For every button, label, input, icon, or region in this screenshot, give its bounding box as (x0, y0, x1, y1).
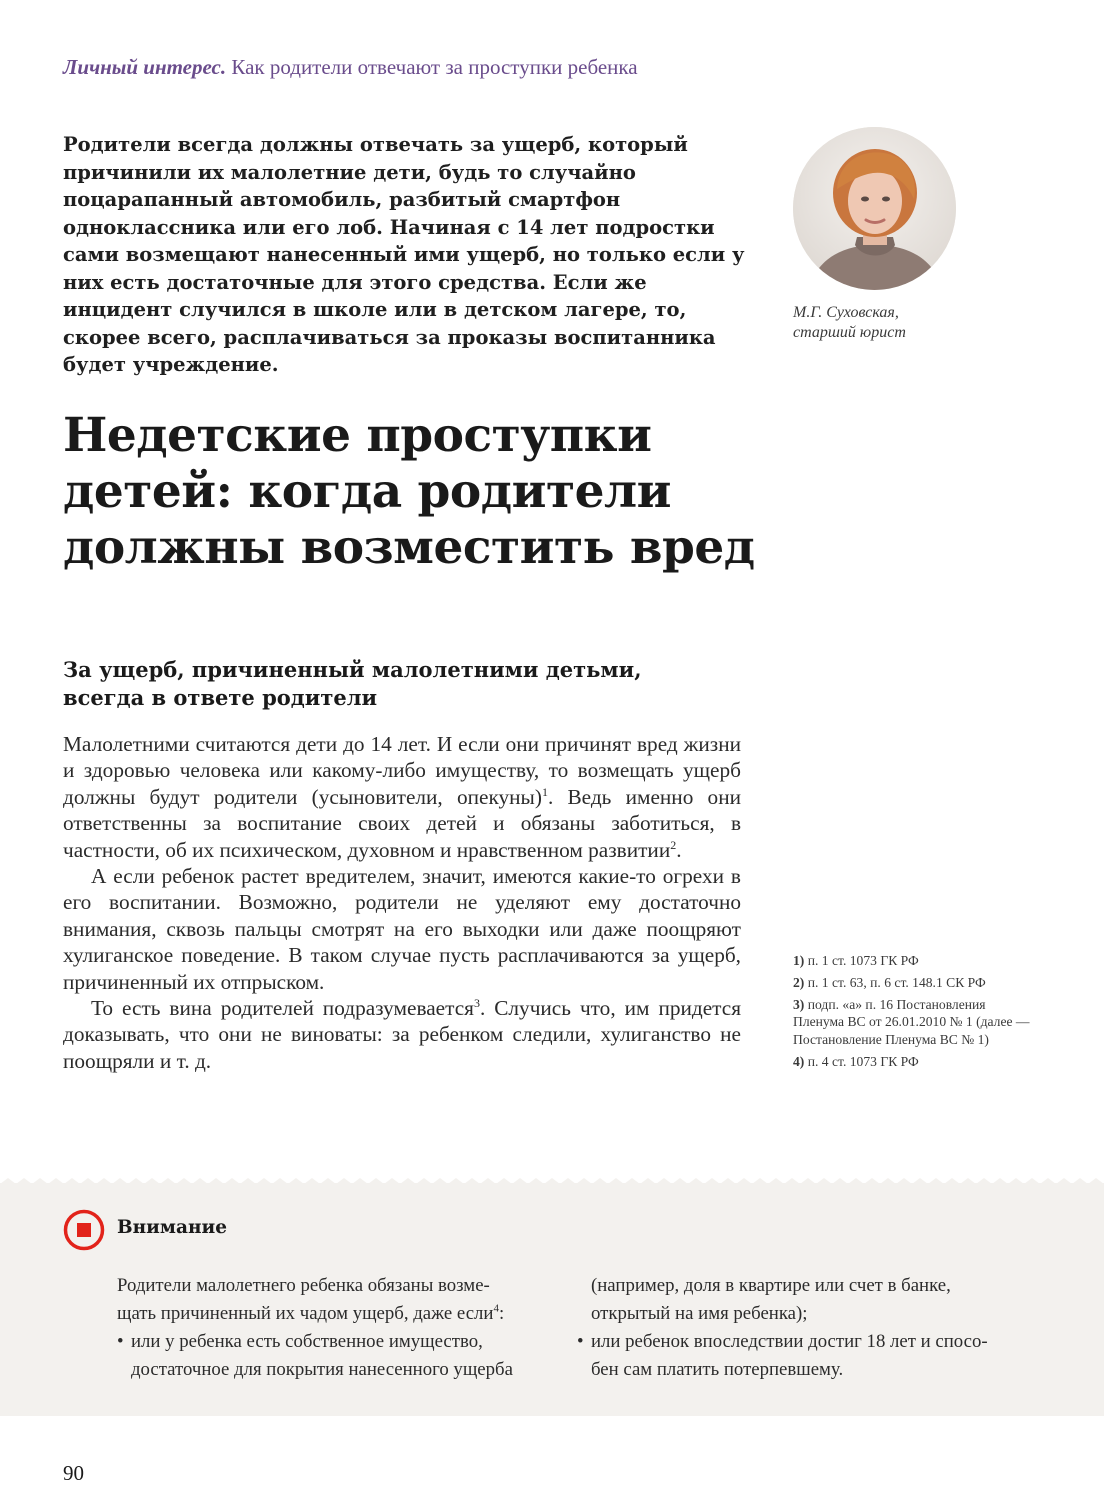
attention-line: достаточное для покрытия нанесенного ущерба (131, 1359, 513, 1380)
attention-line: открытый на имя ребенка); (591, 1303, 808, 1324)
article-body (63, 731, 741, 1074)
title-line: детей: когда родители (63, 464, 671, 519)
attention-column-right (577, 1272, 1037, 1384)
article-title (63, 408, 823, 576)
body-paragraph: А если ребенок растет вредителем, значит, имеются какие-то огрехи в его воспитании. Возможно, родители не уделяют ему достаточно внимания, сквозь пальцы смотрят на его выходки или даже поощряют хулиганское поведение. В таком случае пусть расплачиваются за ущерб, причиненный их отпрыском. (63, 864, 741, 994)
footnote-number: 3) (793, 996, 805, 1012)
author-caption (793, 303, 1053, 343)
footnote-text: п. 1 ст. 63, п. 6 ст. 148.1 СК РФ (807, 974, 986, 990)
page-number: 90 (63, 1461, 84, 1485)
body-paragraph (63, 731, 741, 863)
section-header (63, 55, 638, 80)
footnote (793, 1053, 1033, 1071)
subhead-line: За ущерб, причиненный малолетними детьми, (63, 657, 642, 682)
text-run: : (498, 1303, 505, 1324)
footnote-ref: 1 (541, 784, 548, 799)
footnote (793, 974, 1033, 992)
lead-paragraph: Родители всегда должны отвечать за ущерб, который причинили их малолетние дети, будь то случайно поцарапанный автомобиль, разбитый смартфон одноклассника или его лоб. Начиная с 14 лет подростки сами возмещают нанесенный ими ущерб, но только если у них есть достаточные для этого средства. Если же инцидент случился в школе или в детском лагере, то, скорее всего, расплачиваться за проказы воспитанника будет учреждение. (63, 133, 745, 376)
attention-line: Родители малолетнего ребенка обязаны возме- (117, 1275, 490, 1296)
footnotes (793, 952, 1033, 1075)
rubric-topic: Как родители отвечают за проступки ребенка (231, 55, 638, 79)
attention-bullet: • или ребенок впоследствии достиг 18 лет и спосо- (577, 1328, 1037, 1356)
attention-line: бен сам платить потерпевшему. (591, 1359, 844, 1380)
title-line: должны возместить вред (63, 520, 755, 575)
author-role: старший юрист (793, 324, 906, 341)
body-paragraph (63, 995, 741, 1074)
title-line: Недетские проступки (63, 408, 652, 463)
footnote-ref: 2 (670, 837, 677, 852)
attention-line: (например, доля в квартире или счет в банке, (591, 1275, 951, 1296)
text-run: Малолетними считаются дети до 14 лет. И если они причинят вред жизни и здоровью человека или какому-либо имуществу, то возмещать ущерб должны будут родители (усыновители, опекуны) (63, 732, 741, 809)
footnote-text: п. 1 ст. 1073 ГК РФ (807, 953, 919, 968)
attention-bullet: • или у ребенка есть собственное имущество, (117, 1328, 557, 1356)
text-run: . Случись что, им придется доказывать, что они не виноваты: за ребенком следили, хулиганство не поощряли и т. д. (63, 996, 741, 1073)
footnote-ref: 4 (493, 1302, 499, 1315)
footnote-text: п. 4 ст. 1073 ГК РФ (807, 1053, 919, 1069)
footnote-number: 1) (793, 953, 805, 968)
section-subheading (63, 656, 763, 712)
author-photo (793, 127, 956, 290)
rubric-label: Личный интерес. (63, 55, 227, 79)
text-run: щать причиненный их чадом ущерб, даже если (117, 1303, 494, 1324)
footnote-number: 2) (793, 974, 805, 990)
footnote (793, 996, 1033, 1049)
attention-stop-icon (63, 1209, 105, 1251)
author-name: М.Г. Суховская, (793, 304, 899, 321)
footnote-text: подп. «а» п. 16 Постановления Пленума ВС от 26.01.2010 № 1 (далее — Постановление Пленума ВС № 1) (793, 996, 1030, 1048)
footnote-ref: 3 (473, 995, 480, 1010)
attention-line (117, 1300, 557, 1328)
author-portrait (793, 127, 956, 290)
text-run: . (676, 837, 682, 862)
text-run: То есть вина родителей подразумевается (91, 996, 474, 1021)
zigzag-edge (0, 1175, 1104, 1184)
attention-column-left (117, 1272, 557, 1384)
footnote-number: 4) (793, 1053, 805, 1069)
subhead-line: всегда в ответе родители (63, 685, 378, 710)
attention-title: Внимание (117, 1217, 227, 1238)
footnote (793, 952, 1033, 970)
text-run: . Ведь именно они ответственны за воспитание своих детей и обязаны заботиться, в частности, об их психическом, духовном и нравственном развитии (63, 784, 741, 862)
